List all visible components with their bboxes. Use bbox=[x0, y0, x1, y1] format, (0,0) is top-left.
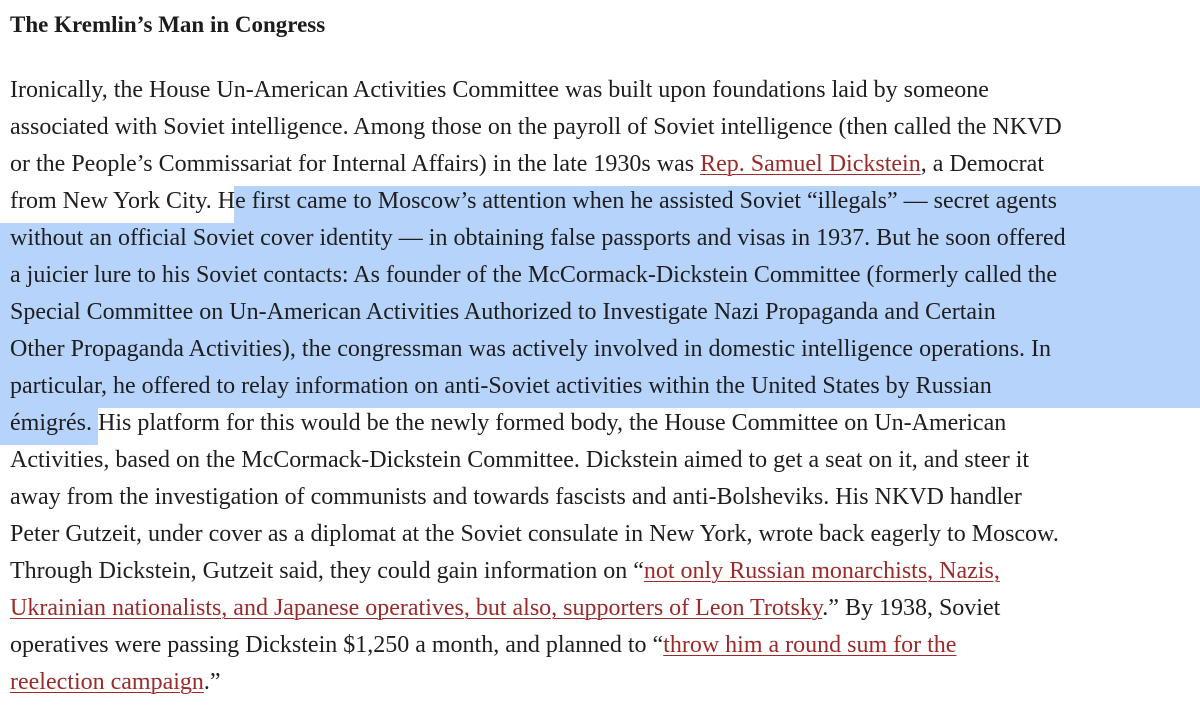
link-round-sum[interactable]: throw him a round sum for the bbox=[663, 632, 957, 658]
selected-text[interactable]: without an official Soviet cover identity — in obtaining false passports and visas in 1937. But he soon offered bbox=[10, 225, 1066, 251]
selected-text[interactable]: particular, he offered to relay information on anti-Soviet activities within the United States by Russian bbox=[10, 373, 992, 399]
link-round-sum-cont[interactable]: reelection campaign bbox=[10, 669, 204, 695]
link-quote-monarchists-cont[interactable]: Ukrainian nationalists, and Japanese operatives, but also, supporters of Leon Trotsky bbox=[10, 595, 823, 621]
text-run: Through Dickstein, Gutzeit said, they could gain information on “ bbox=[10, 558, 644, 584]
section-heading: The Kremlin’s Man in Congress bbox=[10, 12, 326, 37]
text-run: Ironically, the House Un-American Activities Committee was built upon foundations laid by someone bbox=[10, 77, 989, 103]
selected-text[interactable]: Special Committee on Un-American Activities Authorized to Investigate Nazi Propaganda and Certain bbox=[10, 299, 996, 325]
selected-text[interactable]: Other Propaganda Activities), the congressman was actively involved in domestic intelligence operations. In bbox=[10, 336, 1052, 362]
text-run: from New York City. bbox=[10, 188, 218, 214]
text-run: operatives were passing Dickstein $1,250 a month, and planned to “ bbox=[10, 632, 664, 658]
selected-text[interactable]: émigrés bbox=[10, 410, 86, 436]
text-run: Activities, based on the McCormack-Dickstein Committee. Dickstein aimed to get a seat on it, and steer it bbox=[10, 447, 1030, 473]
link-rep-samuel-dickstein[interactable]: Rep. Samuel Dickstein bbox=[700, 151, 921, 177]
text-run: . His platform for this would be the newly formed body, the House Committee on Un-American bbox=[85, 410, 1007, 436]
text-run: away from the investigation of communists and towards fascists and anti-Bolsheviks. His NKVD handler bbox=[10, 484, 1022, 510]
selected-text[interactable]: He first came to Moscow’s attention when he assisted Soviet “illegals” — secret agents bbox=[217, 188, 1057, 214]
text-run: .” bbox=[203, 669, 221, 695]
text-run: Peter Gutzeit, under cover as a diplomat at the Soviet consulate in New York, wrote back eagerly to Moscow. bbox=[10, 521, 1059, 547]
selected-text[interactable]: a juicier lure to his Soviet contacts: As founder of the McCormack-Dickstein Committee (formerly called the bbox=[10, 262, 1058, 288]
text-run: , a Democrat bbox=[920, 151, 1044, 177]
link-quote-monarchists[interactable]: not only Russian monarchists, Nazis, bbox=[643, 558, 1000, 584]
text-run: or the People’s Commissariat for Internal Affairs) in the late 1930s was bbox=[10, 151, 701, 177]
text-run: associated with Soviet intelligence. Among those on the payroll of Soviet intelligence (then called the NKVD bbox=[10, 114, 1062, 140]
text-run: .” By 1938, Soviet bbox=[822, 595, 1001, 621]
